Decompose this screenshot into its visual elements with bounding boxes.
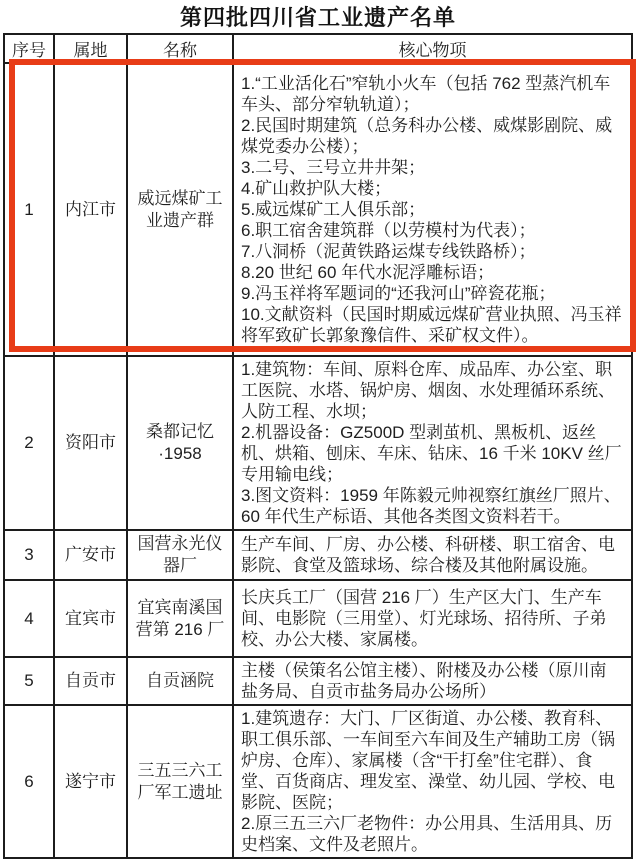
table-row	[4, 705, 632, 858]
core-item: 5.威远煤矿工人俱乐部；	[241, 200, 426, 219]
cell-num: 5	[4, 657, 54, 705]
cell-core-items	[233, 657, 632, 705]
header-row	[4, 34, 632, 63]
core-item: 1.“工业活化石”窄轨小火车（包括 762 型蒸汽机车车头、部分窄轨轨道）；	[241, 74, 611, 114]
cell-site-name: 国营永光仪器厂	[127, 530, 233, 580]
cell-core-items	[233, 63, 632, 356]
header-core-items: 核心物项	[233, 34, 632, 63]
core-item: 长庆兵工厂（国营 216 厂）生产区大门、生产车间、电影院（三用堂）、灯光球场、招待所、子弟校、办公大楼、家属楼。	[241, 588, 607, 649]
cell-city: 遂宁市	[54, 705, 127, 858]
cell-city: 广安市	[54, 530, 127, 580]
core-item: 8.20 世纪 60 年代水泥浮雕标语；	[241, 263, 495, 282]
cell-city: 宜宾市	[54, 580, 127, 657]
cell-city: 资阳市	[54, 356, 127, 530]
core-item: 2.民国时期建筑（总务科办公楼、威煤影剧院、威煤党委办公楼）；	[241, 116, 613, 156]
table-row	[4, 63, 632, 356]
core-item: 10.文献资料（民国时期威远煤矿营业执照、冯玉祥将军致矿长郭象豫信件、采矿权文件）。	[241, 305, 622, 345]
core-item: 2.原三五三六厂老物件：办公用具、生活用具、历史档案、文件及老照片。	[241, 814, 613, 854]
cell-num: 3	[4, 530, 54, 580]
core-item: 4.矿山救护队大楼；	[241, 179, 392, 198]
table-row	[4, 530, 632, 580]
core-item: 1.建筑物：车间、原料仓库、成品库、办公室、职工医院、水塔、锅炉房、烟囱、水处理循环系统、人防工程、水坝；	[241, 360, 615, 421]
core-item: 6.职工宿舍建筑群（以劳模村为代表）；	[241, 221, 536, 240]
core-item: 3.图文资料：1959 年陈毅元帅视察红旗丝厂照片、60 年代生产标语、其他各类图文资料若干。	[241, 486, 621, 526]
header-num: 序号	[4, 34, 54, 63]
header-city: 属地	[54, 34, 127, 63]
cell-num: 6	[4, 705, 54, 858]
core-item: 生产车间、厂房、办公楼、科研楼、职工宿舍、电影院、食堂及篮球场、综合楼及其他附属设施。	[241, 535, 615, 575]
cell-site-name: 威远煤矿工业遗产群	[127, 63, 233, 356]
core-item: 9.冯玉祥将军题词的“还我河山”碎瓷花瓶；	[241, 284, 556, 303]
cell-num: 1	[4, 63, 54, 356]
cell-city: 内江市	[54, 63, 127, 356]
cell-num: 2	[4, 356, 54, 530]
cell-core-items	[233, 580, 632, 657]
core-item: 7.八洞桥（泥黄铁路运煤专线铁路桥）；	[241, 242, 536, 261]
core-item: 3.二号、三号立井井架；	[241, 158, 426, 177]
cell-core-items	[233, 530, 632, 580]
cell-site-name: 自贡涵院	[127, 657, 233, 705]
core-item: 1.建筑遗存：大门、厂区街道、办公楼、教育科、职工俱乐部、一车间至六车间及生产辅助工房（锅炉房、仓库）、家属楼（含“干打垒”住宅群）、食堂、百货商店、理发室、澡堂、幼儿园、学校、电影院、医院；	[241, 709, 615, 812]
table-row	[4, 657, 632, 705]
page-title: 第四批四川省工业遗产名单	[179, 5, 456, 30]
core-item: 主楼（侯策名公馆主楼）、附楼及办公楼（原川南盐务局、自贡市盐务局办公场所）	[241, 661, 607, 701]
heritage-table	[3, 33, 633, 859]
cell-num: 4	[4, 580, 54, 657]
cell-site-name: 宜宾南溪国营第 216 厂	[127, 580, 233, 657]
cell-core-items	[233, 705, 632, 858]
cell-site-name: 三五三六工厂军工遗址	[127, 705, 233, 858]
cell-site-name: 桑都记忆·1958	[127, 356, 233, 530]
cell-city: 自贡市	[54, 657, 127, 705]
table-row	[4, 580, 632, 657]
header-name: 名称	[127, 34, 233, 63]
core-item: 2.机器设备：GZ500D 型剥茧机、黑板机、返丝机、烘箱、刨床、车床、钻床、16 千米 10KV 丝厂专用输电线；	[241, 423, 622, 484]
table-row	[4, 356, 632, 530]
cell-core-items	[233, 356, 632, 530]
